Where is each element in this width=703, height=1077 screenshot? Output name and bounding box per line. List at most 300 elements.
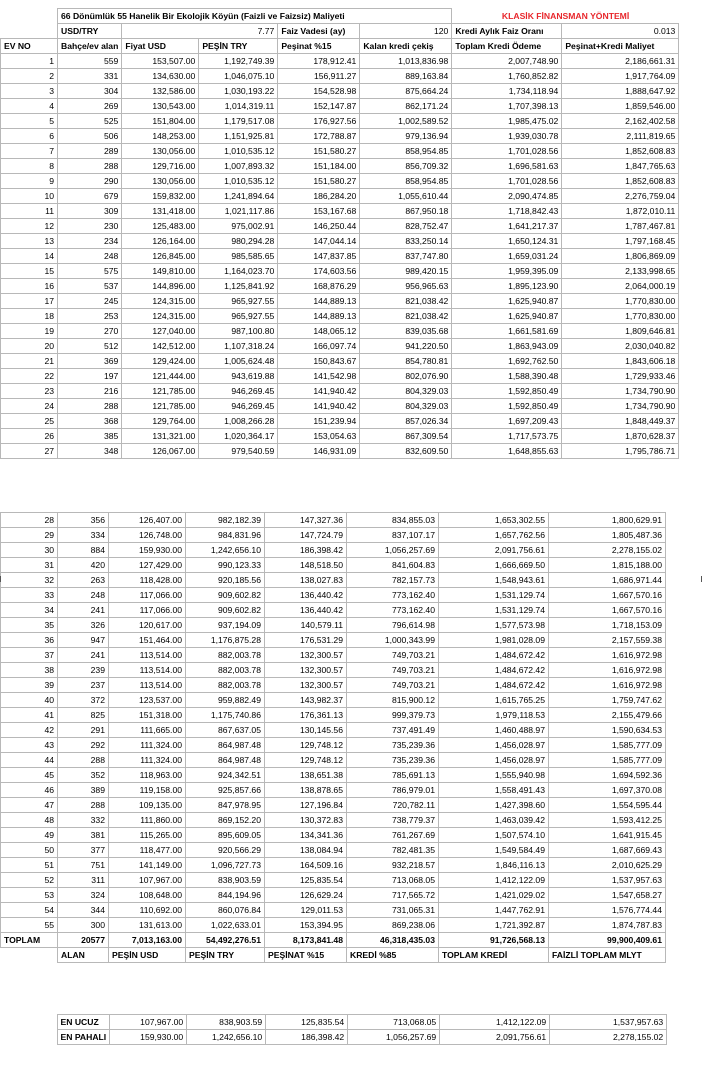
cell-total-cost[interactable]: 2,157,559.38 [549,633,666,648]
summary-cell[interactable]: 159,930.00 [110,1030,187,1045]
cell-total-loan-payment[interactable]: 1,531,129.74 [439,603,549,618]
cell-ev-no[interactable]: 4 [1,99,58,114]
cell-area[interactable]: 385 [58,429,122,444]
cell-price-usd[interactable]: 113,514.00 [109,648,186,663]
cell-cash-try[interactable]: 838,903.59 [186,873,265,888]
cell-price-usd[interactable]: 134,630.00 [122,69,199,84]
cell-total-loan-payment[interactable]: 1,939,030.78 [452,129,562,144]
cell-ev-no[interactable]: 43 [1,738,58,753]
cell-price-usd[interactable]: 142,512.00 [122,339,199,354]
cell-cash-try[interactable]: 1,125,841.92 [199,279,278,294]
cell-area[interactable]: 679 [58,189,122,204]
cell-remaining-loan[interactable]: 841,604.83 [347,558,439,573]
cell-total-loan-payment[interactable]: 1,577,573.98 [439,618,549,633]
cell-cash-try[interactable]: 982,182.39 [186,513,265,528]
cell-remaining-loan[interactable]: 837,107.17 [347,528,439,543]
cell-down-payment[interactable]: 129,748.12 [265,738,347,753]
cell-price-usd[interactable]: 131,613.00 [109,918,186,933]
cell-price-usd[interactable]: 118,963.00 [109,768,186,783]
cell-area[interactable]: 288 [58,399,122,414]
cell-down-payment[interactable]: 126,629.24 [265,888,347,903]
summary-cell[interactable]: 713,068.05 [348,1015,440,1030]
cell-down-payment[interactable]: 141,542.98 [278,369,360,384]
cell-remaining-loan[interactable]: 1,056,257.69 [347,543,439,558]
cell-price-usd[interactable]: 130,543.00 [122,99,199,114]
cell-remaining-loan[interactable]: 804,329.03 [360,399,452,414]
cell-remaining-loan[interactable]: 1,055,610.44 [360,189,452,204]
cell-ev-no[interactable]: 51 [1,858,58,873]
cell-price-usd[interactable]: 121,444.00 [122,369,199,384]
cell-cash-try[interactable]: 1,151,925.81 [199,129,278,144]
cell-total-cost[interactable]: 1,576,774.44 [549,903,666,918]
cell-price-usd[interactable]: 149,810.00 [122,264,199,279]
cell-total-loan-payment[interactable]: 1,548,943.61 [439,573,549,588]
cell-cash-try[interactable]: 965,927.55 [199,294,278,309]
cell-total-loan-payment[interactable]: 1,588,390.48 [452,369,562,384]
cell-remaining-loan[interactable]: 839,035.68 [360,324,452,339]
cell-ev-no[interactable]: 44 [1,753,58,768]
cell-down-payment[interactable]: 136,440.42 [265,588,347,603]
cell-price-usd[interactable]: 151,804.00 [122,114,199,129]
cell-down-payment[interactable]: 130,145.56 [265,723,347,738]
cell-total-cost[interactable]: 1,593,412.25 [549,813,666,828]
cell-cash-try[interactable]: 937,194.09 [186,618,265,633]
cell-area[interactable]: 368 [58,414,122,429]
cell-remaining-loan[interactable]: 713,068.05 [347,873,439,888]
cell-price-usd[interactable]: 131,418.00 [122,204,199,219]
cell-ev-no[interactable]: 23 [1,384,58,399]
cell-total-loan-payment[interactable]: 1,648,855.63 [452,444,562,459]
cell-price-usd[interactable]: 117,066.00 [109,588,186,603]
cell-ev-no[interactable]: 27 [1,444,58,459]
cell-cash-try[interactable]: 975,002.91 [199,219,278,234]
cell-ev-no[interactable]: 1 [1,54,58,69]
cell-area[interactable]: 288 [58,798,109,813]
cell-down-payment[interactable]: 144,889.13 [278,309,360,324]
cell-total-loan-payment[interactable]: 1,421,029.02 [439,888,549,903]
cell-remaining-loan[interactable]: 989,420.15 [360,264,452,279]
usd-try-value[interactable]: 7.77 [122,24,278,39]
cell-cash-try[interactable]: 1,242,656.10 [186,543,265,558]
cell-ev-no[interactable]: 21 [1,354,58,369]
cell-area[interactable]: 947 [58,633,109,648]
cell-remaining-loan[interactable]: 749,703.21 [347,648,439,663]
cell-total-cost[interactable]: 1,686,971.44 [549,573,666,588]
cell-total-loan-payment[interactable]: 1,846,116.13 [439,858,549,873]
cell-down-payment[interactable]: 140,579.11 [265,618,347,633]
cell-ev-no[interactable]: 50 [1,843,58,858]
cell-area[interactable]: 263 [58,573,109,588]
cell-price-usd[interactable]: 110,692.00 [109,903,186,918]
cell-total-cost[interactable]: 1,718,153.09 [549,618,666,633]
cell-down-payment[interactable]: 147,327.36 [265,513,347,528]
cell-ev-no[interactable]: 12 [1,219,58,234]
cell-total-loan-payment[interactable]: 1,707,398.13 [452,99,562,114]
cell-area[interactable]: 575 [58,264,122,279]
cell-cash-try[interactable]: 946,269.45 [199,399,278,414]
cell-cash-try[interactable]: 1,192,749.39 [199,54,278,69]
cell-down-payment[interactable]: 141,940.42 [278,384,360,399]
cell-price-usd[interactable]: 125,483.00 [122,219,199,234]
cell-down-payment[interactable]: 151,580.27 [278,144,360,159]
cell-total-loan-payment[interactable]: 1,484,672.42 [439,648,549,663]
cell-total-loan-payment[interactable]: 1,484,672.42 [439,678,549,693]
cell-cash-try[interactable]: 925,857.66 [186,783,265,798]
cell-area[interactable]: 248 [58,588,109,603]
cell-cash-try[interactable]: 1,020,364.17 [199,429,278,444]
cell-area[interactable]: 253 [58,309,122,324]
cell-ev-no[interactable]: 19 [1,324,58,339]
cell-remaining-loan[interactable]: 773,162.40 [347,603,439,618]
cell-remaining-loan[interactable]: 837,747.80 [360,249,452,264]
summary-cell[interactable]: 107,967.00 [110,1015,187,1030]
cell-cash-try[interactable]: 864,987.48 [186,753,265,768]
cell-ev-no[interactable]: 39 [1,678,58,693]
cell-down-payment[interactable]: 138,651.38 [265,768,347,783]
summary-cell[interactable]: 2,278,155.02 [550,1030,667,1045]
cell-price-usd[interactable]: 124,315.00 [122,309,199,324]
cell-total-loan-payment[interactable]: 1,412,122.09 [439,873,549,888]
cell-remaining-loan[interactable]: 735,239.36 [347,753,439,768]
cell-total-cost[interactable]: 2,010,625.29 [549,858,666,873]
cell-ev-no[interactable]: 11 [1,204,58,219]
cell-total-cost[interactable]: 1,806,869.09 [562,249,679,264]
cell-ev-no[interactable]: 34 [1,603,58,618]
cell-area[interactable]: 512 [58,339,122,354]
cell-price-usd[interactable]: 111,860.00 [109,813,186,828]
cell-area[interactable]: 230 [58,219,122,234]
cell-ev-no[interactable]: 15 [1,264,58,279]
cell-price-usd[interactable]: 115,265.00 [109,828,186,843]
cell-total-loan-payment[interactable]: 1,895,123.90 [452,279,562,294]
cell-area[interactable]: 248 [58,249,122,264]
cell-total-loan-payment[interactable]: 1,863,943.09 [452,339,562,354]
cell-total-loan-payment[interactable]: 1,641,217.37 [452,219,562,234]
cell-down-payment[interactable]: 153,394.95 [265,918,347,933]
cell-down-payment[interactable]: 141,940.42 [278,399,360,414]
cell-down-payment[interactable]: 176,531.29 [265,633,347,648]
cell-total-cost[interactable]: 1,554,595.44 [549,798,666,813]
cell-remaining-loan[interactable]: 796,614.98 [347,618,439,633]
cell-remaining-loan[interactable]: 761,267.69 [347,828,439,843]
cell-ev-no[interactable]: 41 [1,708,58,723]
cell-total-cost[interactable]: 1,852,608.83 [562,174,679,189]
cell-down-payment[interactable]: 176,361.13 [265,708,347,723]
cell-ev-no[interactable]: 13 [1,234,58,249]
cell-remaining-loan[interactable]: 979,136.94 [360,129,452,144]
cell-down-payment[interactable]: 186,398.42 [265,543,347,558]
summary-cell[interactable]: 1,412,122.09 [440,1015,550,1030]
cell-total-cost[interactable]: 1,734,790.90 [562,399,679,414]
cell-area[interactable]: 324 [58,888,109,903]
cell-price-usd[interactable]: 159,930.00 [109,543,186,558]
cell-total-loan-payment[interactable]: 1,985,475.02 [452,114,562,129]
cell-cash-try[interactable]: 959,882.49 [186,693,265,708]
cell-area[interactable]: 884 [58,543,109,558]
cell-area[interactable]: 825 [58,708,109,723]
cell-cash-try[interactable]: 1,107,318.24 [199,339,278,354]
cell-cash-try[interactable]: 1,179,517.08 [199,114,278,129]
cell-cash-try[interactable]: 1,096,727.73 [186,858,265,873]
cell-remaining-loan[interactable]: 869,238.06 [347,918,439,933]
cell-total-loan-payment[interactable]: 2,007,748.90 [452,54,562,69]
cell-price-usd[interactable]: 132,586.00 [122,84,199,99]
cell-remaining-loan[interactable]: 875,664.24 [360,84,452,99]
cell-price-usd[interactable]: 127,040.00 [122,324,199,339]
cell-cash-try[interactable]: 1,241,894.64 [199,189,278,204]
cell-area[interactable]: 326 [58,618,109,633]
cell-total-cost[interactable]: 1,859,546.00 [562,99,679,114]
cell-cash-try[interactable]: 943,619.88 [199,369,278,384]
cell-remaining-loan[interactable]: 785,691.13 [347,768,439,783]
cell-cash-try[interactable]: 882,003.78 [186,678,265,693]
cell-cash-try[interactable]: 920,566.29 [186,843,265,858]
cell-down-payment[interactable]: 150,843.67 [278,354,360,369]
cell-total-cost[interactable]: 1,870,628.37 [562,429,679,444]
cell-ev-no[interactable]: 2 [1,69,58,84]
cell-ev-no[interactable]: 40 [1,693,58,708]
cell-total-loan-payment[interactable]: 1,701,028.56 [452,144,562,159]
cell-down-payment[interactable]: 151,184.00 [278,159,360,174]
cell-price-usd[interactable]: 109,135.00 [109,798,186,813]
cell-ev-no[interactable]: 45 [1,768,58,783]
cell-area[interactable]: 334 [58,528,109,543]
cell-remaining-loan[interactable]: 1,000,343.99 [347,633,439,648]
cell-total-cost[interactable]: 1,667,570.16 [549,603,666,618]
cell-area[interactable]: 344 [58,903,109,918]
cell-total-loan-payment[interactable]: 2,090,474.85 [452,189,562,204]
cell-area[interactable]: 525 [58,114,122,129]
cell-total-cost[interactable]: 1,797,168.45 [562,234,679,249]
cell-ev-no[interactable]: 18 [1,309,58,324]
cell-price-usd[interactable]: 129,764.00 [122,414,199,429]
cell-total-cost[interactable]: 1,809,646.81 [562,324,679,339]
cell-price-usd[interactable]: 141,149.00 [109,858,186,873]
cell-remaining-loan[interactable]: 738,779.37 [347,813,439,828]
cell-area[interactable]: 506 [58,129,122,144]
cell-cash-try[interactable]: 909,602.82 [186,603,265,618]
cell-area[interactable]: 245 [58,294,122,309]
cell-ev-no[interactable]: 26 [1,429,58,444]
cell-total-loan-payment[interactable]: 1,979,118.53 [439,708,549,723]
cell-cash-try[interactable]: 987,100.80 [199,324,278,339]
cell-cash-try[interactable]: 1,030,193.22 [199,84,278,99]
cell-cash-try[interactable]: 864,987.48 [186,738,265,753]
summary-cell[interactable]: 1,537,957.63 [550,1015,667,1030]
cell-ev-no[interactable]: 35 [1,618,58,633]
cell-down-payment[interactable]: 147,724.79 [265,528,347,543]
cell-ev-no[interactable]: 3 [1,84,58,99]
cell-total-cost[interactable]: 2,276,759.04 [562,189,679,204]
cell-total-loan-payment[interactable]: 1,721,392.87 [439,918,549,933]
cell-price-usd[interactable]: 121,785.00 [122,399,199,414]
cell-area[interactable]: 269 [58,99,122,114]
cell-total-loan-payment[interactable]: 1,959,395.09 [452,264,562,279]
cell-cash-try[interactable]: 847,978.95 [186,798,265,813]
cell-area[interactable]: 270 [58,324,122,339]
cell-ev-no[interactable]: 52 [1,873,58,888]
cell-price-usd[interactable]: 118,428.00 [109,573,186,588]
cell-remaining-loan[interactable]: 858,954.85 [360,174,452,189]
cell-cash-try[interactable]: 1,010,535.12 [199,144,278,159]
cell-remaining-loan[interactable]: 856,709.32 [360,159,452,174]
cell-total-loan-payment[interactable]: 1,507,574.10 [439,828,549,843]
cell-ev-no[interactable]: 48 [1,813,58,828]
cell-area[interactable]: 331 [58,69,122,84]
cell-price-usd[interactable]: 107,967.00 [109,873,186,888]
cell-down-payment[interactable]: 143,982.37 [265,693,347,708]
cell-area[interactable]: 372 [58,693,109,708]
summary-cell[interactable]: 125,835.54 [266,1015,348,1030]
cell-total-cost[interactable]: 1,641,915.45 [549,828,666,843]
cell-ev-no[interactable]: 20 [1,339,58,354]
cell-cash-try[interactable]: 882,003.78 [186,648,265,663]
cell-total-loan-payment[interactable]: 1,696,581.63 [452,159,562,174]
cell-remaining-loan[interactable]: 833,250.14 [360,234,452,249]
cell-area[interactable]: 352 [58,768,109,783]
cell-cash-try[interactable]: 1,176,875.28 [186,633,265,648]
cell-remaining-loan[interactable]: 773,162.40 [347,588,439,603]
cell-cash-try[interactable]: 1,022,633.01 [186,918,265,933]
cell-price-usd[interactable]: 118,477.00 [109,843,186,858]
cell-total-cost[interactable]: 1,888,647.92 [562,84,679,99]
cell-total-cost[interactable]: 1,697,370.08 [549,783,666,798]
cell-total-loan-payment[interactable]: 1,666,669.50 [439,558,549,573]
cell-remaining-loan[interactable]: 999,379.73 [347,708,439,723]
cell-total-loan-payment[interactable]: 1,427,398.60 [439,798,549,813]
cell-price-usd[interactable]: 131,321.00 [122,429,199,444]
cell-price-usd[interactable]: 129,716.00 [122,159,199,174]
cell-down-payment[interactable]: 186,284.20 [278,189,360,204]
summary-cell[interactable]: 2,091,756.61 [440,1030,550,1045]
cell-remaining-loan[interactable]: 821,038.42 [360,294,452,309]
cell-price-usd[interactable]: 126,748.00 [109,528,186,543]
cell-ev-no[interactable]: 31 [1,558,58,573]
cell-area[interactable]: 348 [58,444,122,459]
cell-cash-try[interactable]: 909,602.82 [186,588,265,603]
cell-total-loan-payment[interactable]: 1,697,209.43 [452,414,562,429]
cell-total-cost[interactable]: 2,155,479.66 [549,708,666,723]
cell-down-payment[interactable]: 148,518.50 [265,558,347,573]
cell-total-cost[interactable]: 2,030,040.82 [562,339,679,354]
cell-total-loan-payment[interactable]: 1,718,842.43 [452,204,562,219]
cell-area[interactable]: 537 [58,279,122,294]
cell-area[interactable]: 420 [58,558,109,573]
cell-remaining-loan[interactable]: 821,038.42 [360,309,452,324]
cell-remaining-loan[interactable]: 828,752.47 [360,219,452,234]
cell-ev-no[interactable]: 16 [1,279,58,294]
cell-ev-no[interactable]: 33 [1,588,58,603]
cell-total-loan-payment[interactable]: 1,625,940.87 [452,294,562,309]
cell-total-loan-payment[interactable]: 1,657,762.56 [439,528,549,543]
cell-down-payment[interactable]: 153,054.63 [278,429,360,444]
cell-area[interactable]: 377 [58,843,109,858]
cell-area[interactable]: 559 [58,54,122,69]
cell-remaining-loan[interactable]: 731,065.31 [347,903,439,918]
cell-cash-try[interactable]: 979,540.59 [199,444,278,459]
cell-total-cost[interactable]: 2,133,998.65 [562,264,679,279]
cell-remaining-loan[interactable]: 854,780.81 [360,354,452,369]
cell-price-usd[interactable]: 124,315.00 [122,294,199,309]
cell-remaining-loan[interactable]: 858,954.85 [360,144,452,159]
cell-remaining-loan[interactable]: 932,218.57 [347,858,439,873]
cell-ev-no[interactable]: 7 [1,144,58,159]
cell-ev-no[interactable]: 55 [1,918,58,933]
cell-total-loan-payment[interactable]: 1,650,124.31 [452,234,562,249]
cell-total-loan-payment[interactable]: 1,653,302.55 [439,513,549,528]
cell-ev-no[interactable]: 38 [1,663,58,678]
cell-down-payment[interactable]: 174,603.56 [278,264,360,279]
cell-area[interactable]: 216 [58,384,122,399]
cell-remaining-loan[interactable]: 857,026.34 [360,414,452,429]
cell-down-payment[interactable]: 166,097.74 [278,339,360,354]
cell-total-loan-payment[interactable]: 1,661,581.69 [452,324,562,339]
cell-cash-try[interactable]: 1,007,893.32 [199,159,278,174]
cell-down-payment[interactable]: 148,065.12 [278,324,360,339]
cell-down-payment[interactable]: 147,837.85 [278,249,360,264]
cell-total-loan-payment[interactable]: 1,531,129.74 [439,588,549,603]
cell-cash-try[interactable]: 1,014,319.11 [199,99,278,114]
cell-price-usd[interactable]: 127,429.00 [109,558,186,573]
cell-total-cost[interactable]: 1,815,188.00 [549,558,666,573]
cell-price-usd[interactable]: 159,832.00 [122,189,199,204]
cell-total-loan-payment[interactable]: 2,091,756.61 [439,543,549,558]
rate-value[interactable]: 0.013 [562,24,679,39]
cell-cash-try[interactable]: 980,294.28 [199,234,278,249]
cell-area[interactable]: 239 [58,663,109,678]
cell-remaining-loan[interactable]: 1,002,589.52 [360,114,452,129]
cell-down-payment[interactable]: 130,372.83 [265,813,347,828]
cell-remaining-loan[interactable]: 832,609.50 [360,444,452,459]
cell-total-cost[interactable]: 2,278,155.02 [549,543,666,558]
cell-price-usd[interactable]: 153,507.00 [122,54,199,69]
cell-remaining-loan[interactable]: 749,703.21 [347,678,439,693]
cell-total-loan-payment[interactable]: 1,701,028.56 [452,174,562,189]
cell-total-loan-payment[interactable]: 1,734,118.94 [452,84,562,99]
cell-total-cost[interactable]: 2,162,402.58 [562,114,679,129]
cell-down-payment[interactable]: 153,167.68 [278,204,360,219]
cell-price-usd[interactable]: 113,514.00 [109,678,186,693]
cell-remaining-loan[interactable]: 749,703.21 [347,663,439,678]
cell-cash-try[interactable]: 860,076.84 [186,903,265,918]
cell-area[interactable]: 237 [58,678,109,693]
summary-cell[interactable]: 186,398.42 [266,1030,348,1045]
cell-total-cost[interactable]: 1,917,764.09 [562,69,679,84]
cell-down-payment[interactable]: 127,196.84 [265,798,347,813]
cell-down-payment[interactable]: 151,580.27 [278,174,360,189]
cell-remaining-loan[interactable]: 717,565.72 [347,888,439,903]
cell-area[interactable]: 304 [58,84,122,99]
cell-total-cost[interactable]: 1,694,592.36 [549,768,666,783]
cell-remaining-loan[interactable]: 956,965.63 [360,279,452,294]
term-value[interactable]: 120 [360,24,452,39]
cell-total-cost[interactable]: 1,770,830.00 [562,294,679,309]
cell-ev-no[interactable]: 10 [1,189,58,204]
cell-total-cost[interactable]: 2,064,000.19 [562,279,679,294]
cell-total-loan-payment[interactable]: 1,460,488.97 [439,723,549,738]
cell-total-loan-payment[interactable]: 1,592,850.49 [452,384,562,399]
cell-down-payment[interactable]: 156,911.27 [278,69,360,84]
cell-area[interactable]: 332 [58,813,109,828]
cell-price-usd[interactable]: 126,067.00 [122,444,199,459]
cell-area[interactable]: 289 [58,144,122,159]
cell-total-loan-payment[interactable]: 1,692,762.50 [452,354,562,369]
cell-area[interactable]: 389 [58,783,109,798]
cell-total-loan-payment[interactable]: 1,760,852.82 [452,69,562,84]
cell-cash-try[interactable]: 1,005,624.48 [199,354,278,369]
cell-ev-no[interactable]: 17 [1,294,58,309]
cell-ev-no[interactable]: 30 [1,543,58,558]
